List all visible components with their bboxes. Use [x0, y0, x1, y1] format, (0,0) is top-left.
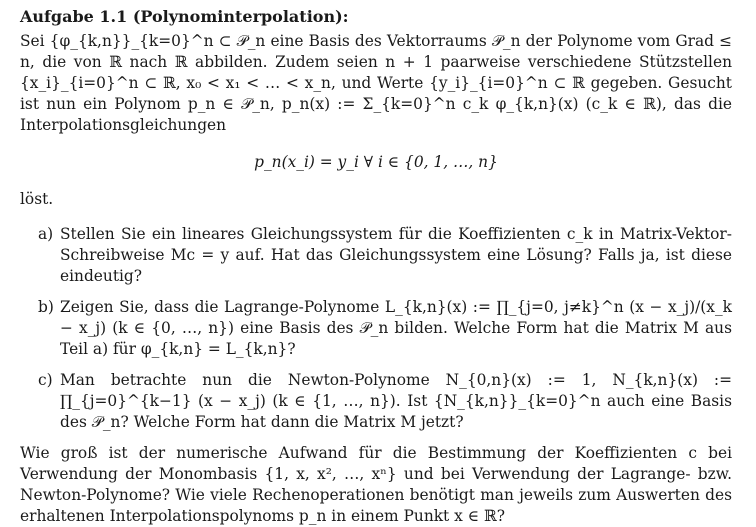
subtask-text: Stellen Sie ein lineares Gleichungssystem für die Koeffizienten c_k in Matrix-Vektor-Schreibweise Mc = y auf. Hat das Gleichungssystem eine Lösung? Falls ja, ist diese eindeutig?	[60, 225, 732, 285]
subtask-text: Man betrachte nun die Newton-Polynome N_{0,n}(x) := 1, N_{k,n}(x) := ∏_{j=0}^{k−1} (x − x_j) (k ∈ {1, …, n}). Ist {N_{k,n}}_{k=0}^n auch eine Basis des 𝒫_n? Welche Form hat dann die Matrix M jetzt?	[60, 371, 732, 431]
subtask-b	[20, 297, 732, 360]
subtask-label: a)	[38, 225, 54, 243]
subtask-a	[20, 224, 732, 287]
interpolation-equation: p_n(x_i) = y_i ∀ i ∈ {0, 1, …, n}	[254, 153, 498, 171]
subtask-label: b)	[38, 298, 54, 316]
after-equation-text: löst.	[20, 190, 54, 208]
subtask-label: c)	[38, 371, 53, 389]
intro-paragraph: Sei {φ_{k,n}}_{k=0}^n ⊂ 𝒫_n eine Basis des Vektorraums 𝒫_n der Polynome vom Grad ≤ n, die von ℝ nach ℝ abbilden. Zudem seien n + 1 paarweise verschiedene Stützstellen {x_i}_{i=0}^n ⊂ ℝ, x₀ < x₁ < … < x_n, und Werte {y_i}_{i=0}^n ⊂ ℝ gegeben. Gesucht ist nun ein Polynom p_n ∈ 𝒫_n, p_n(x) := Σ_{k=0}^n c_k φ_{k,n}(x) (c_k ∈ ℝ), das die Interpolationsgleichungen	[20, 32, 732, 134]
subtask-text: Zeigen Sie, dass die Lagrange-Polynome L_{k,n}(x) := ∏_{j=0, j≠k}^n (x − x_j)/(x_k − x_j) (k ∈ {0, …, n}) eine Basis des 𝒫_n bilden. Welche Form hat die Matrix M aus Teil a) für φ_{k,n} = L_{k,n}?	[60, 298, 732, 358]
closing-paragraph: Wie groß ist der numerische Aufwand für die Bestimmung der Koeffizienten c bei Verwendung der Monombasis {1, x, x², …, xⁿ} und bei Verwendung der Lagrange- bzw. Newton-Polynome? Wie viele Rechenoperationen benötigt man jeweils zum Auswerten des erhaltenen Interpolationspolynoms p_n in einem Punkt x ∈ ℝ?	[20, 444, 732, 525]
exercise-title: Aufgabe 1.1 (Polynominterpolation):	[20, 7, 349, 26]
subtask-c	[20, 370, 732, 433]
